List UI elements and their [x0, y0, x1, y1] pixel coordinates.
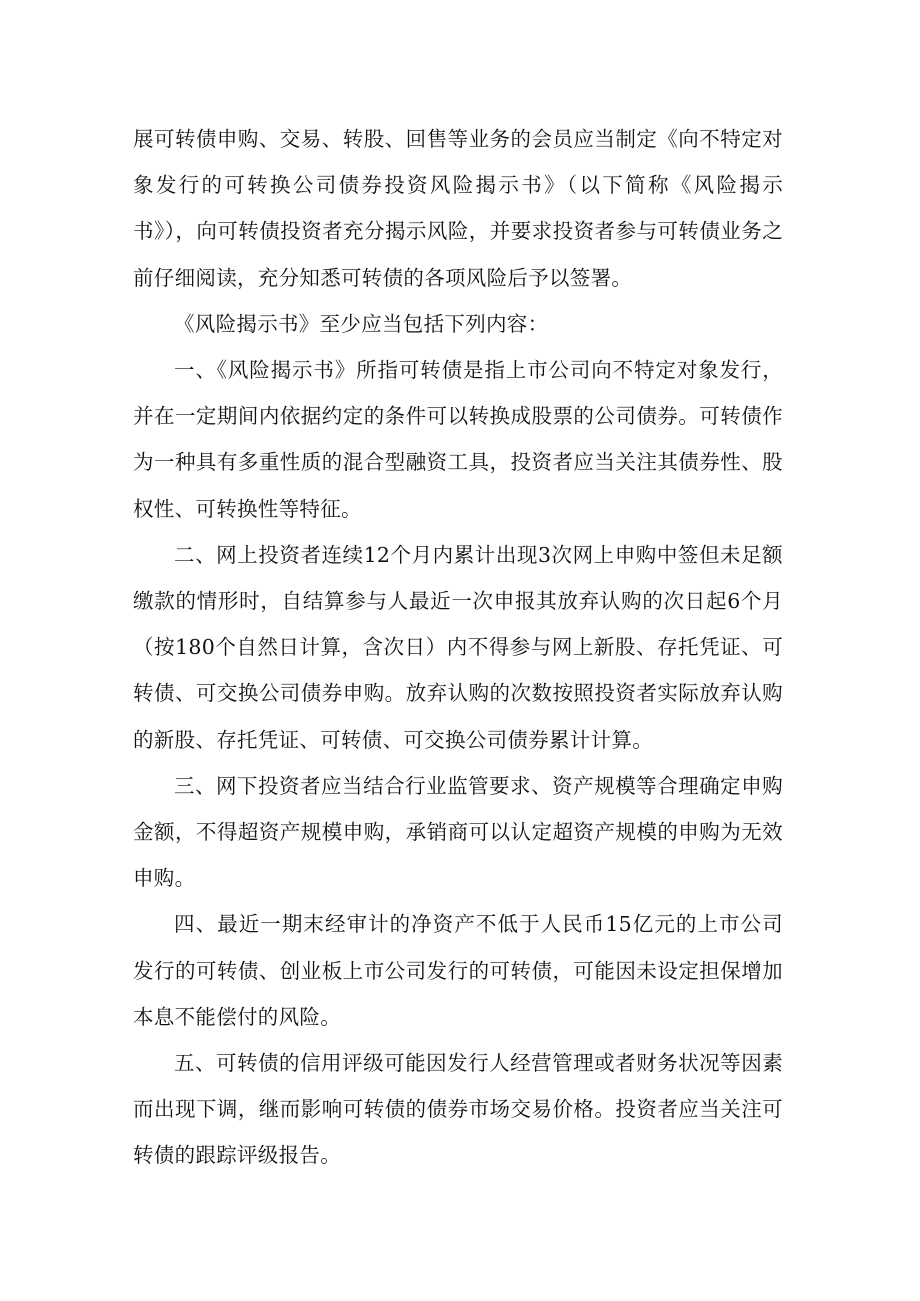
document-body — [133, 116, 783, 1179]
paragraph-intro: 展可转债申购、交易、转股、回售等业务的会员应当制定《向不特定对象发行的可转换公司债券投资风险揭示书》（以下简称《风险揭示书》），向可转债投资者充分揭示风险，并要求投资者参与可转债业务之前仔细阅读，充分知悉可转债的各项风险后予以签署。 — [133, 127, 783, 290]
paragraph-item-3: 三、网下投资者应当结合行业监管要求、资产规模等合理确定申购金额，不得超资产规模申购，承销商可以认定超资产规模的申购为无效申购。 — [133, 773, 783, 891]
paragraph-item-1: 一、《风险揭示书》所指可转债是指上市公司向不特定对象发行，并在一定期间内依据约定的条件可以转换成股票的公司债券。可转债作为一种具有多重性质的混合型融资工具，投资者应当关注其债券性、股权性、可转换性等特征。 — [133, 358, 783, 521]
paragraph-item-5: 五、可转债的信用评级可能因发行人经营管理或者财务状况等因素而出现下调，继而影响可转债的债券市场交易价格。投资者应当关注可转债的跟踪评级报告。 — [133, 1051, 783, 1168]
paragraph-item-4: 四、最近一期末经审计的净资产不低于人民币15亿元的上市公司发行的可转债、创业板上市公司发行的可转债，可能因未设定担保增加本息不能偿付的风险。 — [133, 912, 783, 1029]
paragraph-item-2: 二、网上投资者连续12个月内累计出现3次网上申购中签但未足额缴款的情形时，自结算参与人最近一次申报其放弃认购的次日起6个月（按180个自然日计算，含次日）内不得参与网上新股、存托凭证、可转债、可交换公司债券申购。放弃认购的次数按照投资者实际放弃认购的新股、存托凭证、可转债、可交换公司债券累计计算。 — [133, 542, 783, 752]
paragraph-lead: 《风险揭示书》至少应当包括下列内容： — [174, 311, 549, 336]
